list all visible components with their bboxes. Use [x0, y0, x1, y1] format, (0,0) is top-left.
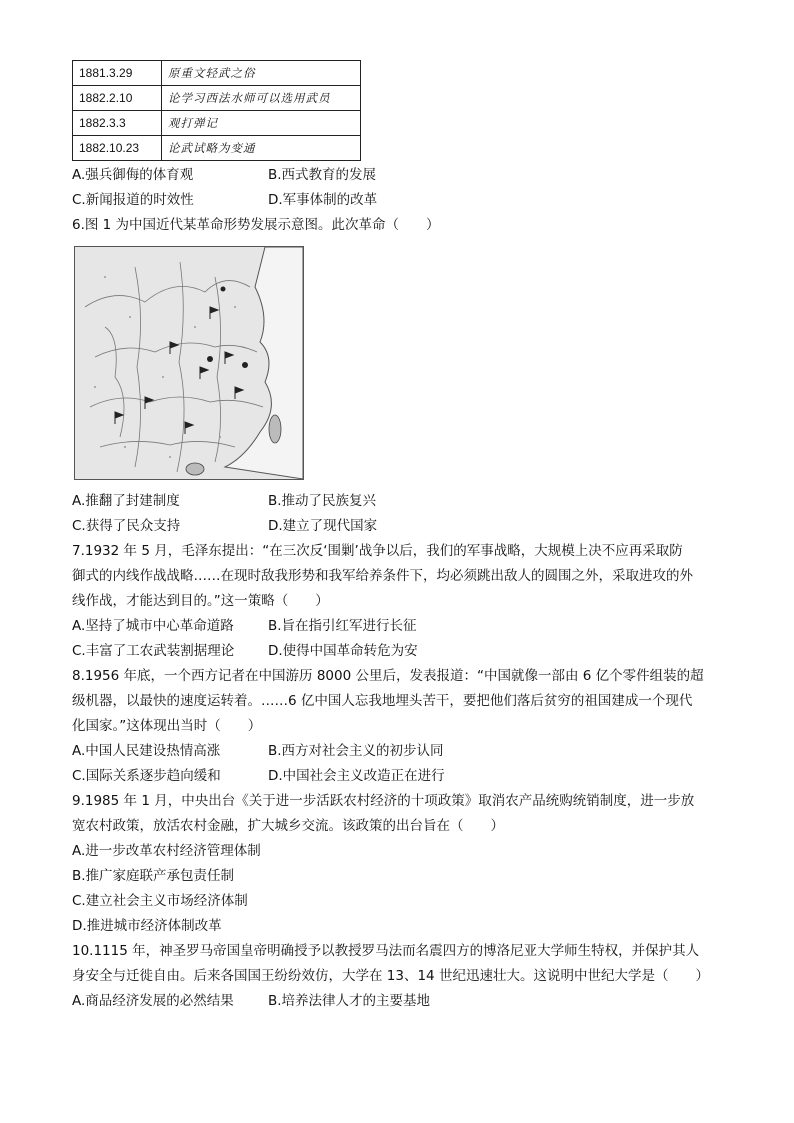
q5-option-b: B.西式教育的发展 [268, 167, 377, 183]
q6-option-a: A.推翻了封建制度 [72, 493, 180, 509]
q8-line2: 级机器，以最快的速度运转着。……6 亿中国人忘我地埋头苦干，要把他们落后贫穷的祖国建成一个现代 [72, 693, 693, 709]
q6-option-d: D.建立了现代国家 [268, 518, 378, 534]
table-date-cell: 1881.3.29 [73, 61, 162, 86]
q9-line1: 9.1985 年 1 月，中央出台《关于进一步活跃农村经济的十项政策》取消农产品统购统销制度，进一步放 [72, 793, 695, 809]
table-event-cell: 论武试略为变通 [162, 136, 361, 161]
q8-option-d: D.中国社会主义改造正在进行 [268, 768, 445, 784]
q7-line2: 御式的内线作战战略……在现时敌我形势和我军给养条件下，均必须跳出敌人的圆围之外，采取进攻的外 [72, 568, 693, 584]
newspaper-timeline-table [72, 60, 361, 161]
q10-option-a: A.商品经济发展的必然结果 [72, 993, 234, 1009]
table-event-cell: 原重文轻武之俗 [162, 61, 361, 86]
revolution-map-figure [74, 246, 304, 480]
q10-option-b: B.培养法律人才的主要基地 [268, 993, 431, 1009]
q6-option-b: B.推动了民族复兴 [268, 493, 377, 509]
q9-option-d: D.推进城市经济体制改革 [72, 918, 222, 934]
table-date-cell: 1882.2.10 [73, 86, 162, 111]
q5-option-d: D.军事体制的改革 [268, 192, 378, 208]
q8-line1: 8.1956 年底，一个西方记者在中国游历 8000 公里后，发表报道：“中国就像一部由 6 亿个零件组装的超 [72, 668, 704, 684]
table-date-cell: 1882.3.3 [73, 111, 162, 136]
q8-option-b: B.西方对社会主义的初步认同 [268, 743, 444, 759]
q9-option-b: B.推广家庭联产承包责任制 [72, 868, 235, 884]
q7-option-d: D.使得中国革命转危为安 [268, 643, 418, 659]
table-event-cell: 论学习西法水师可以选用武员 [162, 86, 361, 111]
table-row [73, 111, 361, 136]
q7-option-a: A.坚持了城市中心革命道路 [72, 618, 234, 634]
q10-line1: 10.1115 年，神圣罗马帝国皇帝明确授予以教授罗马法而名震四方的博洛尼亚大学师生特权，并保护其人 [72, 943, 700, 959]
table-event-cell: 观打弹记 [162, 111, 361, 136]
table-row [73, 136, 361, 161]
q7-line3: 线作战，才能达到目的。”这一策略（ ） [72, 593, 329, 609]
table-row [73, 61, 361, 86]
q6-stem: 6.图 1 为中国近代某革命形势发展示意图。此次革命（ ） [72, 217, 440, 233]
q9-line2: 宽农村政策，放活农村金融，扩大城乡交流。该政策的出台旨在（ ） [72, 818, 504, 834]
q8-option-c: C.国际关系逐步趋向缓和 [72, 768, 221, 784]
q5-option-a: A.强兵御侮的体育观 [72, 167, 194, 183]
q7-option-b: B.旨在指引红军进行长征 [268, 618, 417, 634]
q5-option-c: C.新闻报道的时效性 [72, 192, 194, 208]
q8-line3: 化国家。”这体现出当时（ ） [72, 718, 262, 734]
table-row [73, 86, 361, 111]
table-date-cell: 1882.10.23 [73, 136, 162, 161]
q6-option-c: C.获得了民众支持 [72, 518, 181, 534]
china-map-icon [75, 247, 303, 479]
q9-option-a: A.进一步改革农村经济管理体制 [72, 843, 261, 859]
q9-option-c: C.建立社会主义市场经济体制 [72, 893, 248, 909]
q7-option-c: C.丰富了工农武装割据理论 [72, 643, 235, 659]
q7-line1: 7.1932 年 5 月，毛泽东提出：“在三次反‘围剿’战争以后，我们的军事战略，大规模上决不应再采取防 [72, 543, 683, 559]
q10-line2: 身安全与迁徙自由。后来各国国王纷纷效仿，大学在 13、14 世纪迅速壮大。这说明中世纪大学是（ ） [72, 968, 709, 984]
q8-option-a: A.中国人民建设热情高涨 [72, 743, 221, 759]
